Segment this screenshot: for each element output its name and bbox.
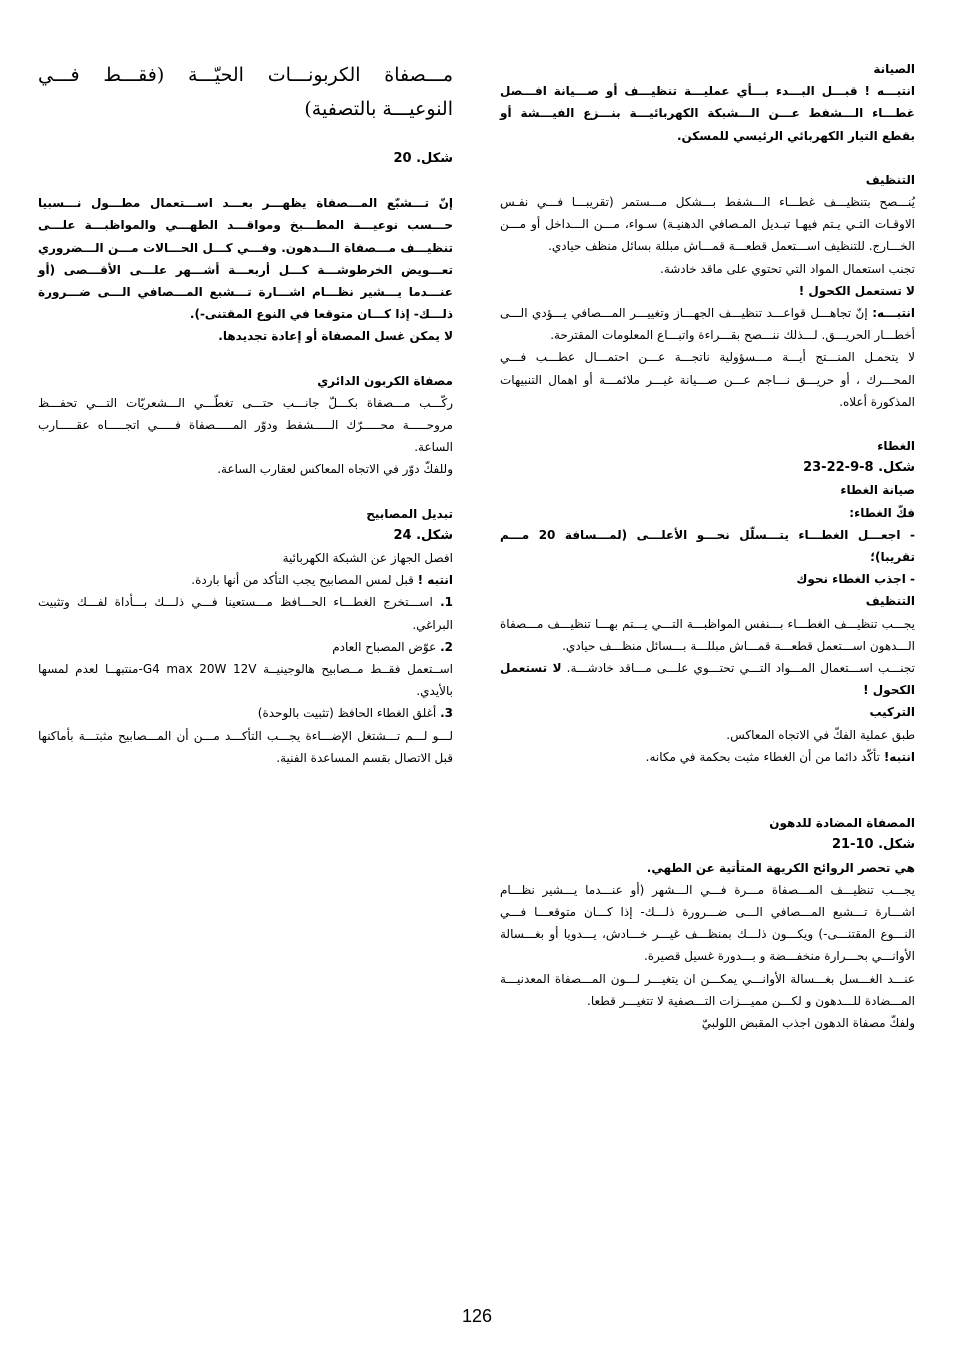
cover-step-2: - اجذب الغطاء نحوك <box>796 572 915 587</box>
cover-step-1: - اجعـــل الغطـــاء يتـــسلّل نحـــو الأعلـــى (لمـــسافة 20 مـــم تقريبا)؛ <box>500 527 915 565</box>
carbon-filter-paragraph: إنّ تـــشبّع المـــصفاة يظهـــر بعـــد اســـتعمال مطـــول نـــسبيا حـــسب نوعيـــة المطـــبخ ومواقـــد الطهـــي والمواظبـــة علـــى تنظيـــف مـــصفاة الـــدهون. وفـــي كـــل الحـــالات مـــن الـــضروري تعـــويض الخرطوشـــة كـــل أربعـــة أشـــهر علـــى الأقـــصى (أو عنـــدما يـــشير نظـــام اشـــارة تـــشبع المـــصافي الـــى ضـــرورة ذلـــك- إذا كـــان متوقعا في النوع المقتنى-). <box>38 196 453 322</box>
round-carbon-paragraph-2: وللفكّ دوّر في الاتجاه المعاكس لعقارب الساعة. <box>217 462 453 477</box>
lamps-final-note: لـــو لـــم تـــشتغل الإضـــاءة يجـــب التأكـــد مـــن أن المـــصابيح مثبتـــة بأماكنها قبل الاتصال بقسم المساعدة الفنية. <box>38 728 453 765</box>
lamps-step-2-detail: اســتعمل فقــط مــصابيح هالوجينيــة G4 max 20W 12V-منتبهــا لعدم لمسها بالأيدي. <box>38 662 453 699</box>
lamps-attention-text: قبل لمس المصابيح يجب التأكد من أنها باردة. <box>191 573 418 588</box>
lamps-step-2 <box>38 636 453 658</box>
grease-filter-subheading: هي تحصر الروائح الكريهة المتأتية عن الطهي. <box>646 860 915 875</box>
lamps-section <box>38 503 453 769</box>
round-carbon-heading: مصفاة الكربون الدائري <box>317 373 453 388</box>
liability-paragraph: لا يتحمـل المنـــتج أيـــة مـــسؤولية ناتجـــة عـــن احتمـــال عطـــب فـــي المحـــرك ، أو حريـــق نـــاجم عـــن صـــيانة غيـــر ملائمـــة أو اهمال التنبيهات المذكورة أعلاه. <box>500 350 915 409</box>
grease-filter-section <box>500 812 915 1034</box>
carbon-filter-section <box>38 58 453 348</box>
cleaning-avoid-abrasives: تجنب استعمال المواد التي تحتوي على ماقد خادشة. <box>660 261 915 276</box>
cover-note-label: انتبه! <box>883 749 915 764</box>
cleaning-heading: التنظيف <box>865 172 915 187</box>
grease-filter-paragraph-2: عنـــد الغـــسل بغـــسالة الأوانـــي يمكـــن ان يتغيـــر لـــون المـــصفاة المعدنيـــة المـــضادة للـــدهون و لكـــن مميـــزات التـــصفية لا تتغيـــر قطعا. <box>500 971 915 1008</box>
cover-cleaning-text: يجـــب تنظيـــف الغطـــاء بـــنفس المواظبـــة التـــي يـــتم بهـــا تنظيـــف مـــصفاة الـــدهون اســـتعمل قطعـــة قمـــاش مبللـــة بـــسائل منظـــف حيادي. <box>500 616 915 653</box>
cleaning-attention <box>500 302 915 346</box>
step-2-text: عوّض المصباح العادم <box>332 639 441 654</box>
cover-no-alcohol: لا تستعمل الكحول ! <box>500 661 915 698</box>
round-carbon-paragraph-1: ركّـــب مـــصفاة بكـــلّ جانـــب حتـــى تغطّـــي الـــشعريّات التـــي تحفـــظ مروحـــــة محـــــرّك الـــــشفط ودوّر المـــــصفاة فـــــي اتجـــــاه عقـــــارب الساعة. <box>38 395 453 455</box>
cover-maintenance-heading: صيانة الغطاء <box>840 483 915 498</box>
grease-filter-heading: المصفاة المضادة للدهون <box>769 816 915 831</box>
cover-install-text: طبق عملية الفكّ في الاتجاه المعاكس. <box>726 727 915 742</box>
carbon-filter-figure-ref: شكل. 20 <box>393 151 453 166</box>
cleaning-section <box>500 169 915 413</box>
page-number: 126 <box>461 1306 493 1326</box>
lamps-figure-ref: شكل. 24 <box>393 527 453 543</box>
lamps-step-3 <box>38 702 453 724</box>
right-column <box>500 58 915 1034</box>
maintenance-section <box>500 58 915 147</box>
grease-filter-paragraph-3: ولفكّ مصفاة الدهون اجذب المقبض اللولبيّ <box>701 1015 915 1030</box>
step-3-number: 3. <box>440 706 453 721</box>
cover-open-heading: فكّ الغطاء: <box>849 505 915 520</box>
carbon-filter-title: مـــصفاة الكربونـــات الحيّـــة (فقـــط فـــي النوعيـــة بالتصفية) <box>38 64 453 120</box>
cover-cleaning-heading: التنظيف <box>865 594 915 609</box>
attention-text: إنّ تجاهـــل قواعـــد تنظيـــف الجهـــاز وتغييـــر المـــصافي يـــؤدي الـــى أخطـــار الحريـــق. لـــذلك ننـــصح بقـــراءة واتبـــاع المعلومات المقترحة. <box>500 306 915 343</box>
lamps-attention <box>38 569 453 591</box>
no-alcohol-warning: لا تستعمل الكحول ! <box>798 283 915 298</box>
carbon-filter-no-wash: لا يمكن غسل المصفاة أو إعادة تجديدها. <box>218 329 453 344</box>
step-2-number: 2. <box>440 639 453 654</box>
lamps-disconnect: افصل الجهاز عن الشبكة الكهربائية <box>282 551 453 566</box>
maintenance-warning: انتبـــه ! قبـــل البـــدء بـــأي عمليـــة تنظيـــف أو صـــيانة افـــصل غطـــاء الـــشفط عـــن الـــشبكة الكهربائيـــة بنـــزع الفيـــشة أو بقطع التيار الكهربائي الرئيسي للمسكن. <box>500 84 915 143</box>
round-carbon-section <box>38 370 453 481</box>
cover-avoid-text: تجنـــب اســـتعمال المـــواد التـــي تحتـــوي علـــى مـــاقد خادشـــة. <box>561 661 915 676</box>
step-1-number: 1. <box>440 595 453 610</box>
grease-filter-paragraph-1: يجـــب تنظيـــف المـــصفاة مـــرة فـــي الـــشهر (أو عنـــدما يـــشير نظـــام اشـــارة تـــشبع المـــصافي الـــى ضـــرورة ذلـــك- إذا كـــان متوقعـــا فـــي النـــوع المقتنـــى-) ويكـــون ذلـــك بمنظـــف غيـــر خـــادش، يـــدويا أو بغـــسالة الأوانـــي بحـــرارة منخفـــضة و بـــدورة غسيل قصيرة. <box>500 882 915 964</box>
lamps-attention-label: انتبه ! <box>417 573 453 588</box>
cover-section <box>500 435 915 768</box>
cover-note <box>500 746 915 768</box>
lamps-heading: تبديل المصابيح <box>366 506 453 521</box>
lamps-step-1 <box>38 591 453 635</box>
cover-figure-ref: شكل. 8-9-22-23 <box>803 460 915 476</box>
cover-install-heading: التركيب <box>869 705 915 720</box>
cover-avoid <box>500 657 915 701</box>
cleaning-paragraph: يُنـــصح بتنظيـــف غطـــاء الـــشفط بـــشكل مـــستمر (تقريبـــا فـــي نفـس الاوقـات التـي يـتم فيهـا تبـديل المـصافي الدهنيـة) سـواء، مـــن الـــداخل أو مـــن الخـــارج. للتنظيف اســـتعمل قطعـــة قمـــاش مبللة بسائل منظف حيادي. <box>500 195 915 254</box>
left-column <box>38 58 453 769</box>
step-1-text: اســـتخرج الغطـــاء الحـــافظ مـــستعينا فـــي ذلـــك بـــأداة لفـــك وتثبيت البراغي. <box>38 595 453 632</box>
maintenance-heading: الصيانة <box>873 62 915 76</box>
attention-label: انتبـــه: <box>872 306 915 321</box>
cover-note-text: تأكّد دائما من أن الغطاء مثبت بحكمة في مكانه. <box>645 749 884 764</box>
cover-heading: الغطاء <box>877 439 915 454</box>
grease-filter-figure-ref: شكل. 10-21 <box>831 837 915 853</box>
step-3-text: أغلق الغطاء الحافظ (تثبيت بالوحدة) <box>257 706 441 721</box>
